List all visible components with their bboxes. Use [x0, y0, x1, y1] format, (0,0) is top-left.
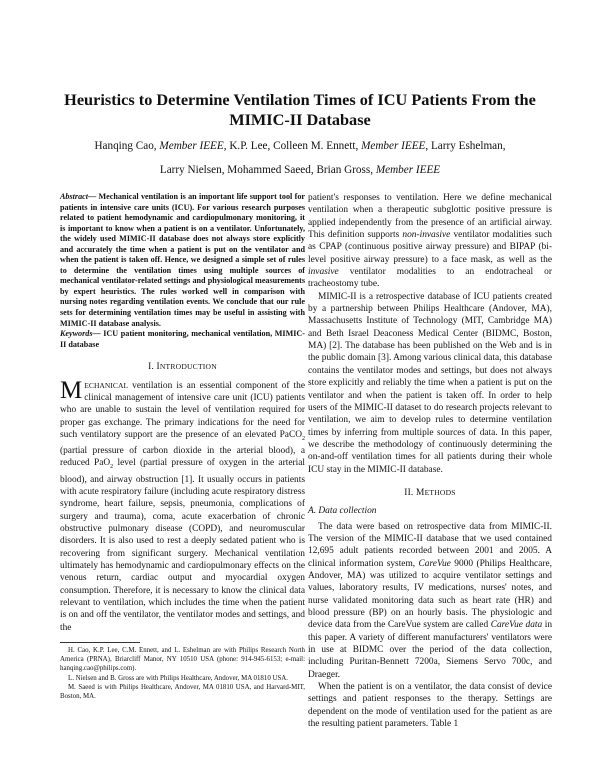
section-heading-introduction: I. INTRODUCTION [148, 362, 217, 373]
left-column [60, 192, 305, 703]
body-paragraph: patient's responses to ventilation. Here we define mechanical ventilation when a therapeutic subglottic positive pressure is applied independently from the presence of an artificial airway. This definition supports non-invasive ventilator modalities such as CPAP (continuous positive airway pressure) and BIPAP (bi-level positive airway pressure) to a face mask, as well as the invasive ventilator modalities to an endotracheal or tracheostomy tube. [308, 193, 552, 290]
body-paragraph: When the patient is on a ventilator, the data consist of device settings and patient responses to the therapy. Settings are dependent on the mode of ventilation used for the patient as are the resulting patient parameters. Table 1 [308, 682, 552, 730]
footnote-rule [60, 642, 140, 643]
subsection-heading: A. Data collection [308, 506, 377, 517]
footnote-affiliation-3: M. Saeed is with Philips Healthcare, Andover, MA 01810 USA, and Harvard-MIT, Boston, MA. [60, 684, 305, 701]
drop-cap: M [60, 376, 83, 404]
footnote-affiliation-1: H. Cao, K.P. Lee, C.M. Ennett, and L. Eshelman are with Philips Research North America (PRNA), Briarcliff Manor, NY 10510 USA (phone: 914-945-6153; e-mail: hanqing.cao@philips.com). [60, 647, 305, 672]
body-paragraph: The data were based on retrospective data from MIMIC-II. The version of the MIMIC-II database that we used contained 12,695 adult patients recorded between 2001 and 2005. A clinical information system, CareVue 9000 (Philips Healthcare, Andover, MA) was utilized to acquire ventilator settings and values, laboratory results, IV medications, nurses' notes, and nurse validated monitoring data such as heart rate (HR) and blood pressure (BP) on an hourly basis. The physiologic and device data from the CareVue system are called CareVue data in this paper. A variety of different manufacturers' ventilators were in use at BIDMC over the period of the data collection, including Puritan-Bennett 7200a, Siemens Servo 700c, and Draeger. [308, 521, 553, 680]
keywords: Keywords— ICU patient monitoring, mechanical ventilation, MIMIC-II database [60, 329, 305, 349]
footnote-affiliation-2: L. Nielsen and B. Gross are with Philips Healthcare, Andover, MA 01810 USA. [68, 674, 289, 682]
intro-paragraph: MECHANICAL ventilation is an essential component of the clinical management of intensive care unit (ICU) patients who are unable to sustain the level of ventilation required for proper gas exchange. The primary indications for the need for such ventilatory support are the presence of an elevated PaCO$_2$ (partial pressure of carbon dioxide in the arterial blood), a reduced PaO$_2$ level (partial pressure of oxygen in the arterial blood), and airway obstruction [1]. It usually occurs in patients with acute respiratory failure (including acute respiratory distress syndrome, heart failure, sepsis, pneumonia, complications of surgery and trauma), coma, acute exacerbation of chronic obstructive pulmonary disease (COPD), and neuromuscular disorders. It is also used to rest a deeply sedated patient who is recovering from significant surgery. Mechanical ventilation ultimately has hemodynamic and cardiopulmonary effects on the venous return, cardiac output and myocardial oxygen consumption. Therefore, it is necessary to know the clinical data relevant to ventilation, which includes the time when the patient is on and off the ventilator, the ventilator modes and settings, and the [60, 376, 305, 633]
paper-title: Heuristics to Determine Ventilation Times of ICU Patients From the MIMIC-II Database [64, 90, 536, 129]
author-list [60, 134, 540, 182]
body-paragraph: MIMIC-II is a retrospective database of ICU patients created by a partnership between Philips Healthcare (Andover, MA), Massachusetts Institute of Technology (MIT, Cambridge MA) and Beth Israel Deaconess Medical Center (BIDMC, Boston, MA) [2]. The database has been published on the Web and is in the public domain [3]. Among various clinical data, this database contains the ventilator modes and settings, but does not always store explicitly and reliably the time when a patient is put on the ventilator and when the patient is taken off. In order to help users of the MIMIC-II dataset to do research projects relevant to ventilation, we aim to develop rules to determine ventilation times by inferring from multiple sources of data. In this paper, we describe the methodology of continuously determining the on-and-off ventilation times for all patients during their whole ICU stay in the MIMIC-II database. [308, 291, 552, 475]
author-line-1: Hanqing Cao, Member IEEE, K.P. Lee, Colleen M. Ennett, Member IEEE, Larry Eshelman, [94, 140, 506, 152]
section-heading-methods: II. METHODS [404, 487, 456, 498]
abstract: Abstract— Mechanical ventilation is an important life support tool for patients in intensive care units (ICU). For various research purposes related to patient hemodynamic and cardiopulmonary monitoring, it is important to know when a patient is on a ventilator. Unfortunately, the widely used MIMIC-II database does not always store explicitly and accurately the time when a patient is put on the ventilator and when the patient is taken off. Hence, we designed a simple set of rules to determine the ventilation times using multiple sources of mechanical ventilator-related settings and physiological measurements by expert heuristics. The rules worked well in comparison with nursing notes regarding ventilation events. We conclude that our rule sets for determining ventilation times may be useful in assisting with MIMIC-II database analysis. [60, 192, 305, 328]
author-line-2: Larry Nielsen, Mohammed Saeed, Brian Gross, Member IEEE [159, 164, 441, 176]
right-column [308, 192, 552, 730]
